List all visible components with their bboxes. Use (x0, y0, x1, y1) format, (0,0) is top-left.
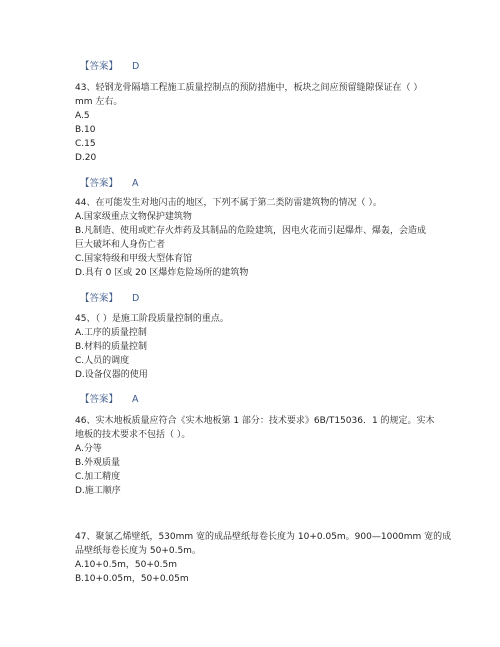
question-47-option-b: B.10+0.05m，50+0.05m (75, 574, 189, 584)
question-45-option-a: A.工序的质量控制 (75, 328, 147, 338)
question-45-stem: 45、（ ）是施工阶段质量控制的重点。 (75, 314, 229, 324)
question-44-stem: 44、在可能发生对地闪击的地区，下列不属于第二类防雷建筑物的情况（ ）。 (75, 198, 382, 208)
question-43-option-b: B.10 (75, 125, 96, 135)
question-47-stem: 47、聚氯乙烯壁纸，530mm 宽的成品壁纸每卷长度为 10+0.05m。900—1000mm 宽的成 (75, 532, 452, 542)
question-46-stem: 46、实木地板质量应符合《实木地板第 1 部分：技术要求》6B/T15036．1 的规定。实木 (75, 416, 435, 426)
question-47-stem-cont: 品壁纸每卷长度为 50+0.5m。 (75, 546, 201, 556)
question-45-option-d: D.设备仪器的使用 (75, 370, 148, 380)
answer-line-42 (80, 58, 139, 72)
question-46-stem-cont: 地板的技术要求不包括（ ）。 (75, 430, 191, 440)
question-43-stem-cont: mm 左右。 (75, 97, 123, 107)
question-45-option-b: B.材料的质量控制 (75, 342, 148, 352)
question-45-option-c: C.人员的调度 (75, 356, 130, 366)
answer-line-43 (80, 175, 139, 189)
question-43-option-c: C.15 (75, 139, 96, 149)
question-47-option-a: A.10+0.5m，50+0.5m (75, 560, 178, 570)
answer-label: 【答案】 (80, 178, 119, 189)
question-46-option-b: B.外观质量 (75, 458, 121, 468)
answer-value: D (132, 293, 140, 304)
question-43-stem: 43、轻钢龙骨隔墙工程施工质量控制点的预防措施中，板块之间应预留缝隙保证在（ ） (75, 83, 423, 93)
answer-label: 【答案】 (80, 293, 119, 304)
answer-label: 【答案】 (80, 61, 119, 72)
question-46-option-d: D.施工顺序 (75, 486, 121, 496)
answer-value: D (132, 61, 140, 72)
question-44-option-a: A.国家级重点文物保护建筑物 (75, 212, 192, 222)
answer-value: A (132, 394, 139, 405)
question-46-option-c: C.加工精度 (75, 472, 121, 482)
question-44-option-c: C.国家特级和甲级大型体育馆 (75, 254, 193, 264)
answer-value: A (132, 178, 139, 189)
question-44-option-b: B.凡制造、使用或贮存火炸药及其制品的危险建筑，因电火花而引起爆炸、爆轰，会造成 (75, 226, 427, 236)
question-43-option-d: D.20 (75, 153, 97, 163)
answer-line-44 (80, 290, 139, 304)
answer-label: 【答案】 (80, 394, 119, 405)
question-46-option-a: A.分等 (75, 444, 102, 454)
question-44-option-d: D.具有 0 区或 20 区爆炸危险场所的建筑物 (75, 268, 249, 278)
question-43-option-a: A.5 (75, 111, 90, 121)
answer-line-45 (80, 391, 139, 405)
question-44-option-b-cont: 巨大破坏和人身伤亡者 (75, 240, 166, 250)
